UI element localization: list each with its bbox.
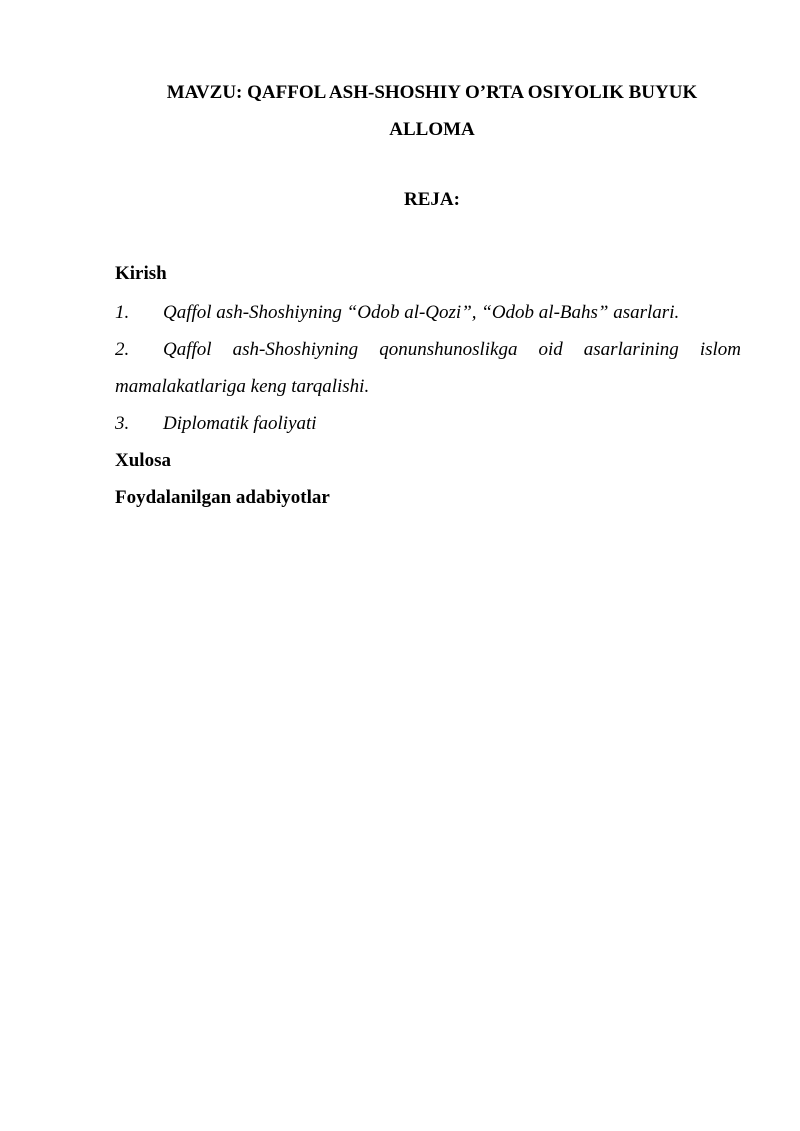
plan-item-3 [115, 405, 741, 442]
plan-item-text: Qaffol ash-Shoshiyning qonunshunoslikga oid asarlarining islom [163, 339, 741, 360]
references-heading: Foydalanilgan adabiyotlar [115, 487, 330, 508]
plan-item-number: 1. [115, 302, 130, 323]
plan-heading: REJA: [404, 189, 460, 210]
plan-item-1 [115, 294, 741, 331]
plan-item-text: Qaffol ash-Shoshiyning “Odob al-Qozi”, “Odob al-Bahs” asarlari. [163, 302, 680, 323]
plan-item-text-continued: mamalakatlariga keng tarqalishi. [115, 376, 370, 397]
conclusion-heading: Xulosa [115, 450, 171, 471]
plan-item-number: 3. [115, 413, 130, 434]
document-title: MAVZU: QAFFOL ASH-SHOSHIY O’RTA OSIYOLIK BUYUK ALLOMA [166, 82, 698, 140]
intro-heading: Kirish [115, 263, 167, 284]
plan-item-number: 2. [115, 339, 130, 360]
plan-item-first-line [115, 331, 741, 368]
plan-item-2 [115, 331, 741, 405]
plan-item-text: Diplomatik faoliyati [163, 413, 317, 434]
